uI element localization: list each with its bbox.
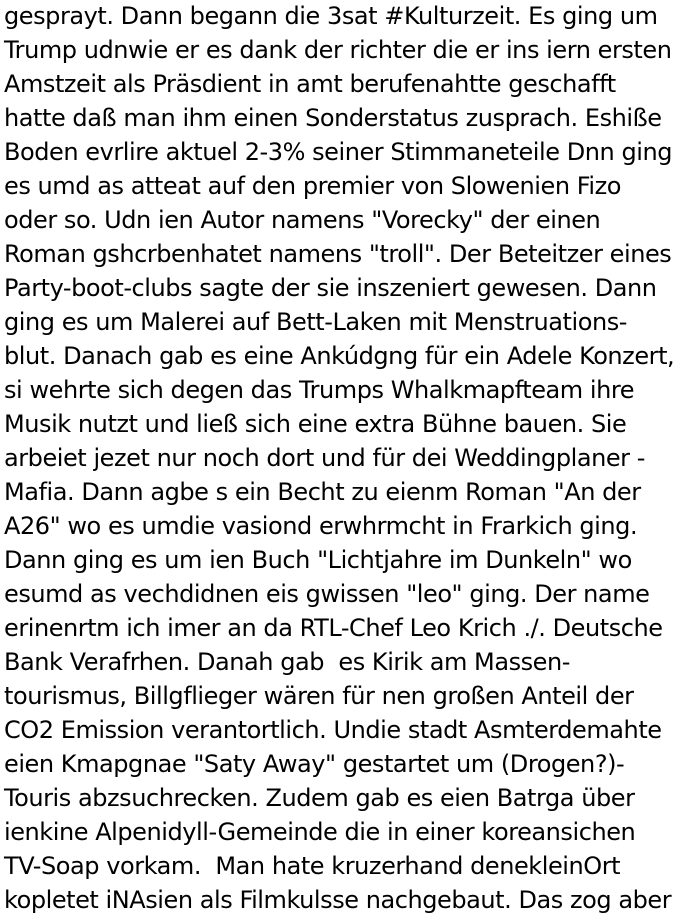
text-line: A26" wo es umdie vasiond erwhrmcht in Frarkich ging.: [4, 512, 638, 540]
text-line: hatte daß man ihm einen Sonderstatus zusprach. Eshiße: [4, 104, 662, 132]
text-line: CO2 Emission verantortlich. Undie stadt Asmterdemahte: [4, 716, 662, 744]
text-line: Musik nutzt und ließ sich eine extra Bühne bauen. Sie: [4, 410, 627, 438]
text-line: Mafia. Dann agbe s ein Becht zu eienm Roman "An der: [4, 478, 641, 506]
text-line: eien Kmapgnae "Saty Away" gestartet um (Drogen?)-: [4, 750, 625, 778]
text-line: Bank Verafrhen. Danah gab es Kirik am Massen-: [4, 648, 570, 676]
text-line: arbeiet jezet nur noch dort und für dei Weddingplaner -: [4, 444, 645, 472]
text-line: Amstzeit als Präsdient in amt berufenahtte geschafft: [4, 70, 616, 98]
text-line: blut. Danach gab es eine Ankúdgng für ein Adele Konzert,: [4, 342, 675, 370]
text-line: si wehrte sich degen das Trumps Whalkmapfteam ihre: [4, 376, 635, 404]
text-line: esumd as vechdidnen eis gwissen "leo" ging. Der name: [4, 580, 650, 608]
text-line: erinenrtm ich imer an da RTL-Chef Leo Krich ./. Deutsche: [4, 614, 663, 642]
text-line: ienkine Alpenidyll-Gemeinde die in einer koreansichen: [4, 818, 636, 846]
text-line: Roman gshcrbenhatet namens "troll". Der Beteitzer eines: [4, 240, 672, 268]
text-line: es umd as atteat auf den premier von Slowenien Fizo: [4, 172, 621, 200]
text-line: Party-boot-clubs sagte der sie inszeniert gewesen. Dann: [4, 274, 657, 302]
text-line: gesprayt. Dann begann die 3sat #Kulturzeit. Es ging um: [4, 2, 658, 30]
text-line: Trump udnwie er es dank der richter die er ins iern ersten: [4, 36, 672, 64]
text-line: TV-Soap vorkam. Man hate kruzerhand denekleinOrt: [4, 852, 621, 880]
text-line: kopletet iNAsien als Filmkulsse nachgebaut. Das zog aber: [4, 886, 672, 914]
text-line: tourismus, Billgflieger wären für nen großen Anteil der: [4, 682, 634, 710]
text-line: Touris abzsuchrecken. Zudem gab es eien Batrga über: [4, 784, 635, 812]
text-line: Boden evrlire aktuel 2-3% seiner Stimmaneteile Dnn ging: [4, 138, 673, 166]
text-line: oder so. Udn ien Autor namens "Vorecky" der einen: [4, 206, 601, 234]
text-line: Dann ging es um ien Buch "Lichtjahre im Dunkeln" wo: [4, 546, 632, 574]
text-line: ging es um Malerei auf Bett-Laken mit Menstruations-: [4, 308, 627, 336]
